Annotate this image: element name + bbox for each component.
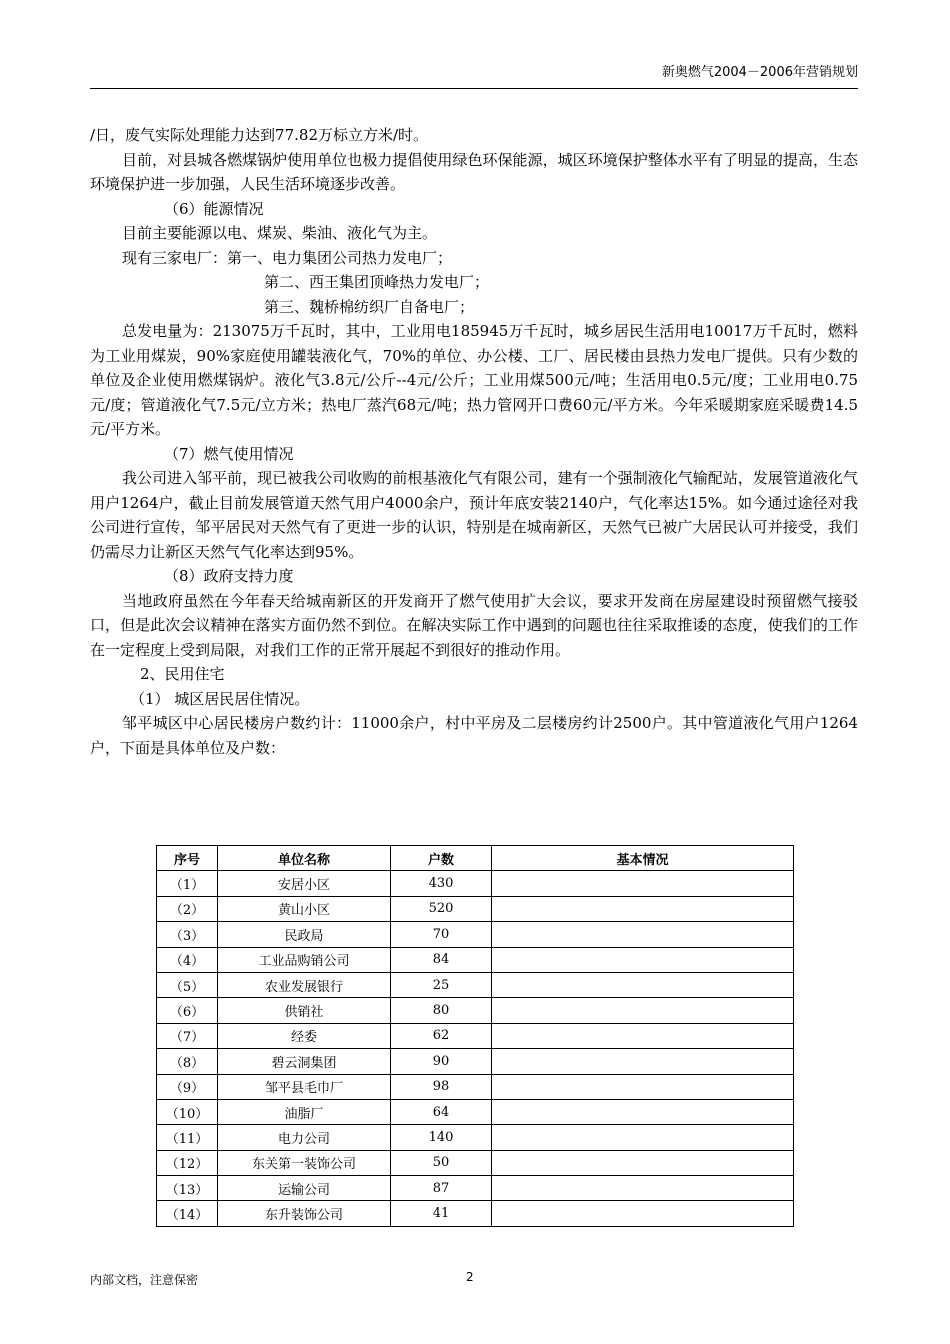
household-count-cell: 87 [391, 1176, 492, 1201]
table-header-row [157, 846, 794, 871]
page-number: 2 [466, 1270, 474, 1284]
unit-name-cell: 经委 [218, 1023, 391, 1048]
unit-name-cell: 邹平县毛巾厂 [218, 1074, 391, 1099]
table-row [157, 998, 794, 1023]
basic-info-cell [492, 1201, 794, 1226]
basic-info-cell [492, 972, 794, 997]
basic-info-cell [492, 896, 794, 921]
unit-name-cell: 东升装饰公司 [218, 1201, 391, 1226]
column-header: 基本情况 [492, 846, 794, 871]
households-table [156, 845, 794, 1227]
header-title: 新奥燃气2004－2006年营销规划 [661, 65, 858, 80]
row-index-cell: （5） [157, 972, 218, 997]
table-row [157, 871, 794, 896]
paragraph: 现有三家电厂：第一、电力集团公司热力发电厂； [122, 248, 453, 267]
paragraph: 目前，对县城各燃煤锅炉使用单位也极力提倡使用绿色环保能源，城区环境保护整体水平有了明显的提高，生态环境保护进一步加强，人民生活环境逐步改善。 [90, 150, 858, 193]
row-index-cell: （6） [157, 998, 218, 1023]
unit-name-cell: 民政局 [218, 922, 391, 947]
basic-info-cell [492, 1099, 794, 1124]
row-index-cell: （1） [157, 871, 218, 896]
section-heading: 2、民用住宅 [140, 665, 225, 683]
table-row [157, 922, 794, 947]
basic-info-cell [492, 1176, 794, 1201]
plant-item: 第三、魏桥棉纺织厂自备电厂； [264, 297, 475, 316]
table-row [157, 896, 794, 921]
unit-name-cell: 供销社 [218, 998, 391, 1023]
paragraph: /日，废气实际处理能力达到77.82万标立方米/时。 [90, 126, 429, 144]
household-count-cell: 140 [391, 1125, 492, 1150]
unit-name-cell: 工业品购销公司 [218, 947, 391, 972]
household-count-cell: 70 [391, 922, 492, 947]
unit-name-cell: 安居小区 [218, 871, 391, 896]
row-index-cell: （11） [157, 1125, 218, 1150]
basic-info-cell [492, 1150, 794, 1175]
basic-info-cell [492, 922, 794, 947]
unit-name-cell: 电力公司 [218, 1125, 391, 1150]
basic-info-cell [492, 1049, 794, 1074]
section-heading: （7）燃气使用情况 [164, 444, 294, 463]
paragraph: 总发电量为：213075万千瓦时，其中，工业用电185945万千瓦时，城乡居民生活用电10017万千瓦时，燃料为工业用煤炭，90%家庭使用罐装液化气，70%的单位、办公楼、工厂、居民楼由县热力发电厂提供。只有少数的单位及企业使用燃煤锅炉。液化气3.8元/公斤--4元/公斤；工业用煤500元/吨；生活用电0.5元/度；工业用电0.75元/度；管道液化气7.5元/立方米；热电厂蒸汽68元/吨；热力管网开口费60元/平方米。今年采暖期家庭采暖费14.5元/平方米。 [90, 322, 858, 438]
body-text [90, 123, 858, 760]
basic-info-cell [492, 1023, 794, 1048]
row-index-cell: （12） [157, 1150, 218, 1175]
row-index-cell: （4） [157, 947, 218, 972]
column-header: 户数 [391, 846, 492, 871]
paragraph: 当地政府虽然在今年春天给城南新区的开发商开了燃气使用扩大会议，要求开发商在房屋建设时预留燃气接驳口，但是此次会议精神在落实方面仍然不到位。在解决实际工作中遇到的问题也往往采取推诿的态度，使我们的工作在一定程度上受到局限，对我们工作的正常开展起不到很好的推动作用。 [90, 591, 858, 659]
column-header: 序号 [157, 846, 218, 871]
table-row [157, 1201, 794, 1226]
table-row [157, 1049, 794, 1074]
table-row [157, 972, 794, 997]
basic-info-cell [492, 998, 794, 1023]
unit-name-cell: 农业发展银行 [218, 972, 391, 997]
row-index-cell: （14） [157, 1201, 218, 1226]
section-heading: （6）能源情况 [164, 199, 264, 218]
row-index-cell: （3） [157, 922, 218, 947]
row-index-cell: （7） [157, 1023, 218, 1048]
household-count-cell: 62 [391, 1023, 492, 1048]
household-count-cell: 41 [391, 1201, 492, 1226]
plant-line [90, 295, 858, 320]
table-row [157, 1099, 794, 1124]
page-header [90, 64, 858, 89]
table-row [157, 1150, 794, 1175]
paragraph: 我公司进入邹平前，现已被我公司收购的前根基液化气有限公司，建有一个强制液化气输配站，发展管道液化气用户1264户，截止目前发展管道天然气用户4000余户，预计年底安装2140户，气化率达15%。如今通过途径对我公司进行宣传，邹平居民对天然气有了更进一步的认识，特别是在城南新区，天然气已被广大居民认可并接受，我们仍需尽力让新区天然气气化率达到95%。 [90, 469, 858, 561]
household-count-cell: 50 [391, 1150, 492, 1175]
column-header: 单位名称 [218, 846, 391, 871]
household-count-cell: 520 [391, 896, 492, 921]
unit-name-cell: 东关第一装饰公司 [218, 1150, 391, 1175]
paragraph: 目前主要能源以电、煤炭、柴油、液化气为主。 [122, 224, 438, 242]
table-row [157, 947, 794, 972]
footer-note: 内部文档，注意保密 [90, 1273, 199, 1287]
row-index-cell: （9） [157, 1074, 218, 1099]
row-index-cell: （13） [157, 1176, 218, 1201]
household-count-cell: 80 [391, 998, 492, 1023]
table-row [157, 1074, 794, 1099]
row-index-cell: （2） [157, 896, 218, 921]
household-count-cell: 25 [391, 972, 492, 997]
unit-name-cell: 油脂厂 [218, 1099, 391, 1124]
table-body [157, 871, 794, 1226]
basic-info-cell [492, 1125, 794, 1150]
household-count-cell: 90 [391, 1049, 492, 1074]
household-count-cell: 430 [391, 871, 492, 896]
row-index-cell: （10） [157, 1099, 218, 1124]
row-index-cell: （8） [157, 1049, 218, 1074]
plant-line [90, 270, 858, 295]
household-count-cell: 84 [391, 947, 492, 972]
section-heading: （1） 城区居民居住情况。 [130, 689, 310, 708]
table-row [157, 1125, 794, 1150]
section-heading: （8）政府支持力度 [164, 567, 294, 585]
paragraph: 邹平城区中心居民楼房户数约计：11000余户，村中平房及二层楼房约计2500户。其中管道液化气用户1264户，下面是具体单位及户数： [90, 714, 858, 757]
basic-info-cell [492, 947, 794, 972]
household-count-cell: 64 [391, 1099, 492, 1124]
unit-name-cell: 碧云洞集团 [218, 1049, 391, 1074]
table-row [157, 1023, 794, 1048]
basic-info-cell [492, 871, 794, 896]
unit-name-cell: 黄山小区 [218, 896, 391, 921]
household-count-cell: 98 [391, 1074, 492, 1099]
plant-item: 第二、西王集团顶峰热力发电厂； [264, 273, 490, 291]
unit-name-cell: 运输公司 [218, 1176, 391, 1201]
basic-info-cell [492, 1074, 794, 1099]
table-row [157, 1176, 794, 1201]
